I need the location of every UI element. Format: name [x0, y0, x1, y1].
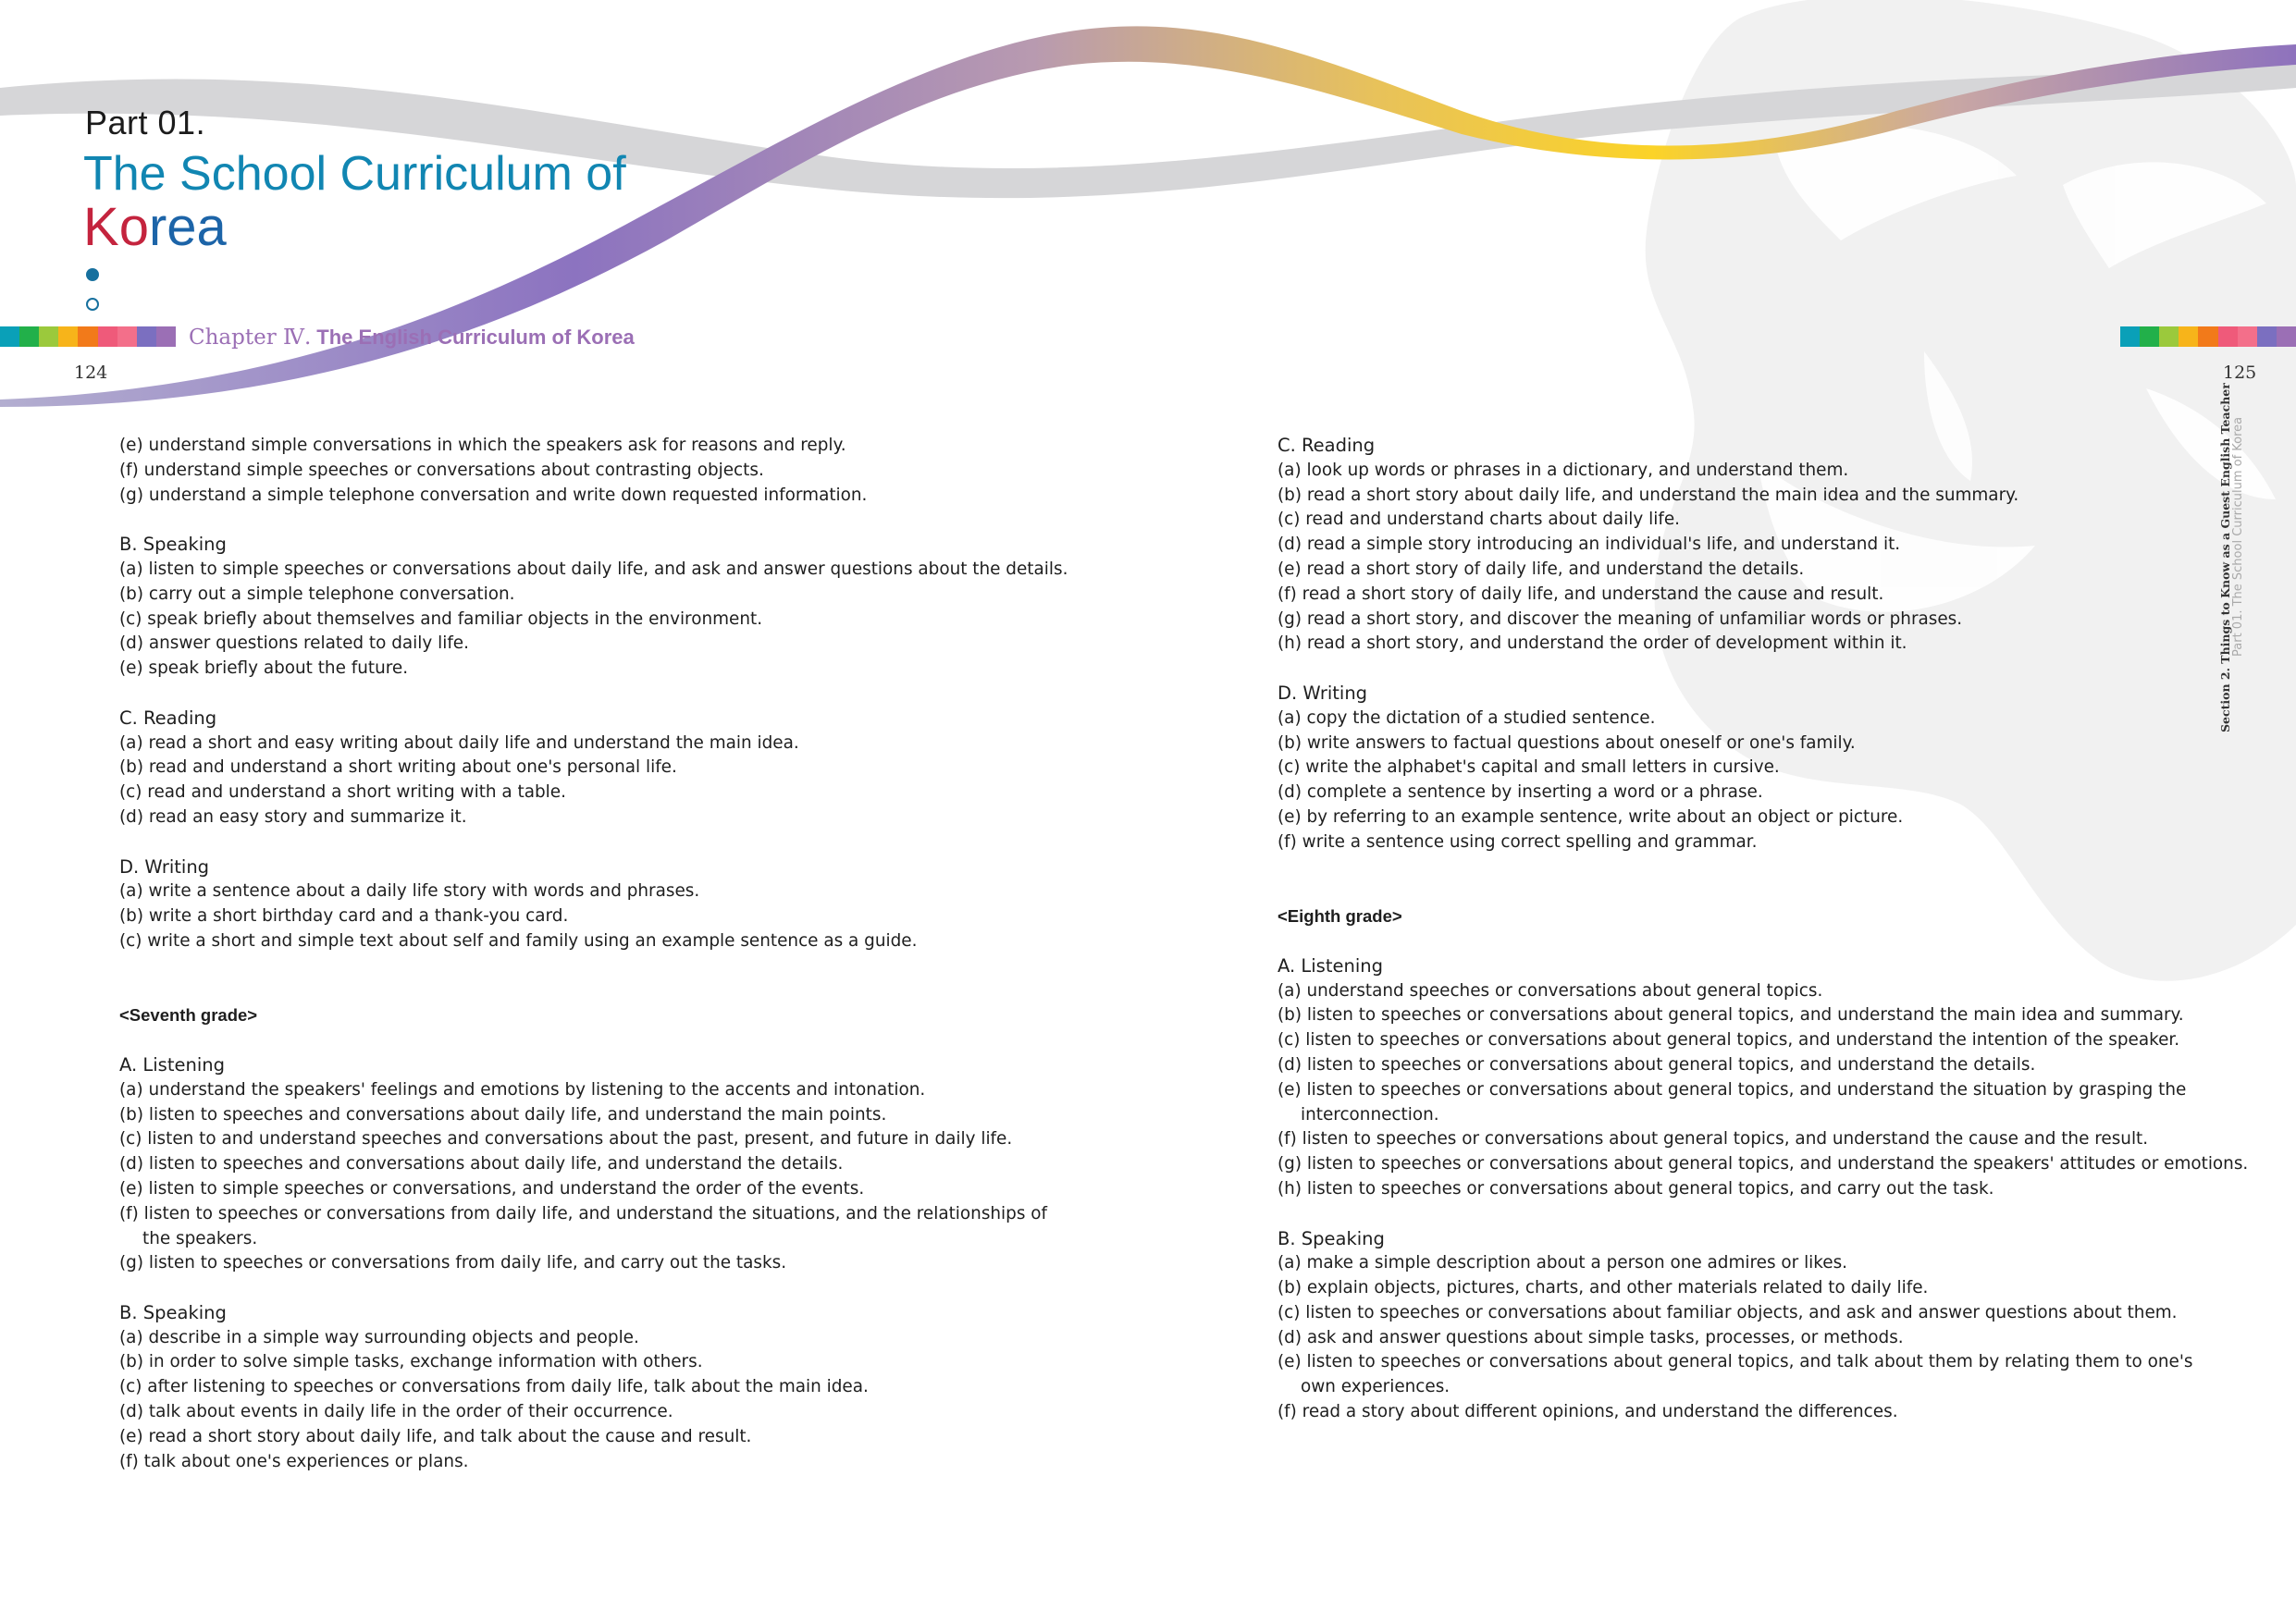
list-item: (b) read and understand a short writing about one's personal life. — [119, 757, 677, 778]
list-item: (e) understand simple conversations in which the speakers ask for reasons and reply. — [119, 436, 846, 455]
stripe-segment — [2257, 326, 2277, 347]
section-heading: C. Reading — [1278, 435, 1376, 456]
list-item: (d) read a simple story introducing an individual's life, and understand it. — [1278, 535, 1901, 555]
list-item: (e) listen to speeches or conversations about general topics, and talk about them by relating them to one's — [1278, 1352, 2193, 1372]
list-item: (f) listen to speeches or conversations from daily life, and understand the situations, and the relationships of — [119, 1203, 1047, 1223]
list-item: (e) speak briefly about the future. — [119, 658, 409, 679]
list-item: (a) read a short and easy writing about daily life and understand the main idea. — [119, 732, 799, 753]
filled-dot-icon — [86, 268, 99, 281]
stripe-segment — [39, 326, 58, 347]
list-item: (d) complete a sentence by inserting a word or a phrase. — [1278, 782, 1763, 803]
list-item: (e) read a short story about daily life, and talk about the cause and result. — [119, 1426, 752, 1446]
list-item: (f) talk about one's experiences or plans. — [119, 1451, 469, 1471]
page-number-left: 124 — [74, 363, 108, 383]
chapter-heading — [189, 326, 635, 350]
list-item-continuation: own experiences. — [1301, 1377, 1450, 1397]
section-heading: D. Writing — [1278, 682, 1368, 704]
list-item: (d) listen to speeches or conversations about general topics, and understand the details. — [1278, 1054, 2036, 1075]
list-item: (e) listen to simple speeches or conversations, and understand the order of the events. — [119, 1178, 865, 1199]
list-item: (a) listen to simple speeches or conversations about daily life, and ask and answer questions about the details. — [119, 559, 1068, 579]
list-item: (b) listen to speeches or conversations about general topics, and understand the main idea and summary. — [1278, 1005, 2184, 1026]
section-heading: A. Listening — [119, 1053, 225, 1076]
list-item: (h) read a short story, and understand the order of development within it. — [1278, 633, 1907, 654]
list-item: (f) understand simple speeches or conversations about contrasting objects. — [119, 460, 764, 480]
list-item: (a) write a sentence about a daily life story with words and phrases. — [119, 881, 700, 902]
list-item: (d) read an easy story and summarize it. — [119, 806, 467, 827]
stripe-segment — [2159, 326, 2179, 347]
list-item: (d) answer questions related to daily life. — [119, 633, 469, 654]
list-item: (c) speak briefly about themselves and familiar objects in the environment. — [119, 609, 763, 629]
stripe-segment — [2218, 326, 2238, 347]
section-heading: D. Writing — [119, 855, 210, 878]
list-item: (g) understand a simple telephone conversation and write down requested information. — [119, 485, 868, 505]
stripe-segment — [98, 326, 117, 347]
list-item: (b) read a short story about daily life, and understand the main idea and the summary. — [1278, 485, 2019, 505]
stripe-segment — [19, 326, 39, 347]
blank-line — [119, 979, 1081, 1004]
section-heading: B. Speaking — [1278, 1227, 1385, 1249]
list-item: (a) understand speeches or conversations about general topics. — [1278, 980, 1823, 1001]
stripe-segment — [2238, 326, 2257, 347]
list-item: (c) listen to speeches or conversations about general topics, and understand the intention of the speaker. — [1278, 1030, 2180, 1051]
list-item: (c) listen to and understand speeches and conversations about the past, present, and future in daily life. — [119, 1129, 1013, 1150]
list-item: (b) write answers to factual questions about oneself or one's family. — [1278, 732, 1856, 753]
list-item: (e) read a short story of daily life, and understand the details. — [1278, 559, 1805, 579]
section-heading: B. Speaking — [119, 534, 227, 556]
stripe-segment — [78, 326, 97, 347]
blank-line — [119, 1276, 1081, 1301]
stripe-segment — [156, 326, 176, 347]
list-item: (c) write a short and simple text about self and family using an example sentence as a guide. — [119, 930, 918, 951]
blank-line — [1278, 929, 2203, 954]
stripe-segment — [0, 326, 19, 347]
list-item: (c) read and understand a short writing with a table. — [119, 782, 566, 803]
title-letter-k: K — [83, 197, 119, 257]
list-item: (c) read and understand charts about daily life. — [1278, 510, 1680, 530]
list-item: (b) listen to speeches and conversations about daily life, and understand the main points. — [119, 1104, 887, 1125]
list-item: (b) write a short birthday card and a thank-you card. — [119, 906, 569, 927]
list-item: (b) carry out a simple telephone conversation. — [119, 584, 515, 604]
list-item: (a) make a simple description about a person one admires or likes. — [1278, 1253, 1848, 1273]
part-label: Part 01. — [85, 104, 206, 141]
section-heading: B. Speaking — [119, 1301, 227, 1323]
list-item: (f) read a story about different opinions, and understand the differences. — [1278, 1402, 1898, 1422]
list-item-continuation: the speakers. — [142, 1228, 258, 1248]
section-heading: C. Reading — [119, 707, 217, 729]
list-item: (g) listen to speeches or conversations from daily life, and carry out the tasks. — [119, 1253, 787, 1273]
list-item: (c) listen to speeches or conversations about familiar objects, and ask and answer questions about them. — [1278, 1302, 2178, 1322]
list-item: (g) listen to speeches or conversations about general topics, and understand the speakers' attitudes or emotions. — [1278, 1154, 2249, 1174]
list-item: (f) read a short story of daily life, and understand the cause and result. — [1278, 584, 1884, 604]
blank-line — [1278, 879, 2203, 904]
blank-line — [119, 954, 1081, 979]
chapter-number: Chapter Ⅳ. — [189, 326, 312, 350]
list-item: (d) ask and answer questions about simple tasks, processes, or methods. — [1278, 1327, 1904, 1347]
list-item: (f) listen to speeches or conversations about general topics, and understand the cause and the result. — [1278, 1129, 2149, 1150]
stripe-segment — [2277, 326, 2296, 347]
stripe-segment — [58, 326, 78, 347]
list-item: (f) write a sentence using correct spelling and grammar. — [1278, 831, 1758, 852]
stripe-segment — [137, 326, 156, 347]
page-number-right: 125 — [2223, 363, 2257, 383]
title-letters-rest: rea — [148, 197, 227, 257]
blank-line — [119, 1028, 1081, 1053]
list-item: (e) by referring to an example sentence, write about an object or picture. — [1278, 806, 1904, 827]
color-stripe-left — [0, 326, 176, 347]
side-part-text: Part 01. The School Curriculum of Korea — [2231, 416, 2245, 657]
stripe-segment — [117, 326, 137, 347]
list-item: (a) look up words or phrases in a dictionary, and understand them. — [1278, 460, 1849, 480]
stripe-segment — [2179, 326, 2198, 347]
side-running-head — [2218, 383, 2245, 740]
color-stripe-right — [2120, 326, 2296, 347]
list-item: (e) listen to speeches or conversations about general topics, and understand the situation by grasping the — [1278, 1079, 2187, 1100]
section-heading: A. Listening — [1278, 954, 1383, 977]
page-title: The School Curriculum of — [83, 147, 626, 201]
list-item: (a) describe in a simple way surrounding objects and people. — [119, 1327, 639, 1347]
title-letter-o: o — [118, 197, 149, 257]
grade-heading: <Eighth grade> — [1278, 906, 1402, 927]
side-section-text: Section 2. Things to Know as a Guest English Teacher — [2218, 383, 2232, 732]
blank-line — [1278, 855, 2203, 880]
blank-line — [1278, 657, 2203, 682]
grade-heading: <Seventh grade> — [119, 1005, 258, 1026]
list-item: (c) write the alphabet's capital and small letters in cursive. — [1278, 757, 1780, 778]
open-dot-icon — [86, 298, 99, 311]
blank-line — [119, 508, 1081, 533]
list-item: (d) listen to speeches and conversations about daily life, and understand the details. — [119, 1154, 844, 1174]
list-item-continuation: interconnection. — [1301, 1104, 1439, 1125]
stripe-segment — [2140, 326, 2159, 347]
page-title-country — [83, 196, 227, 258]
list-item: (h) listen to speeches or conversations about general topics, and carry out the task. — [1278, 1178, 1994, 1199]
chapter-title: The English Curriculum of Korea — [316, 326, 635, 349]
stripe-segment — [2198, 326, 2217, 347]
list-item: (b) in order to solve simple tasks, exchange information with others. — [119, 1352, 703, 1372]
list-item: (a) copy the dictation of a studied sentence. — [1278, 707, 1656, 728]
blank-line — [119, 682, 1081, 707]
blank-line — [119, 830, 1081, 855]
list-item: (c) after listening to speeches or conversations from daily life, talk about the main idea. — [119, 1377, 869, 1397]
blank-line — [1278, 1202, 2203, 1227]
list-item: (g) read a short story, and discover the meaning of unfamiliar words or phrases. — [1278, 609, 1963, 629]
left-page-content — [119, 434, 1081, 1474]
stripe-segment — [2120, 326, 2140, 347]
list-item: (a) understand the speakers' feelings and emotions by listening to the accents and intonation. — [119, 1079, 926, 1100]
list-item: (b) explain objects, pictures, charts, and other materials related to daily life. — [1278, 1278, 1929, 1298]
list-item: (d) talk about events in daily life in the order of their occurrence. — [119, 1402, 673, 1422]
